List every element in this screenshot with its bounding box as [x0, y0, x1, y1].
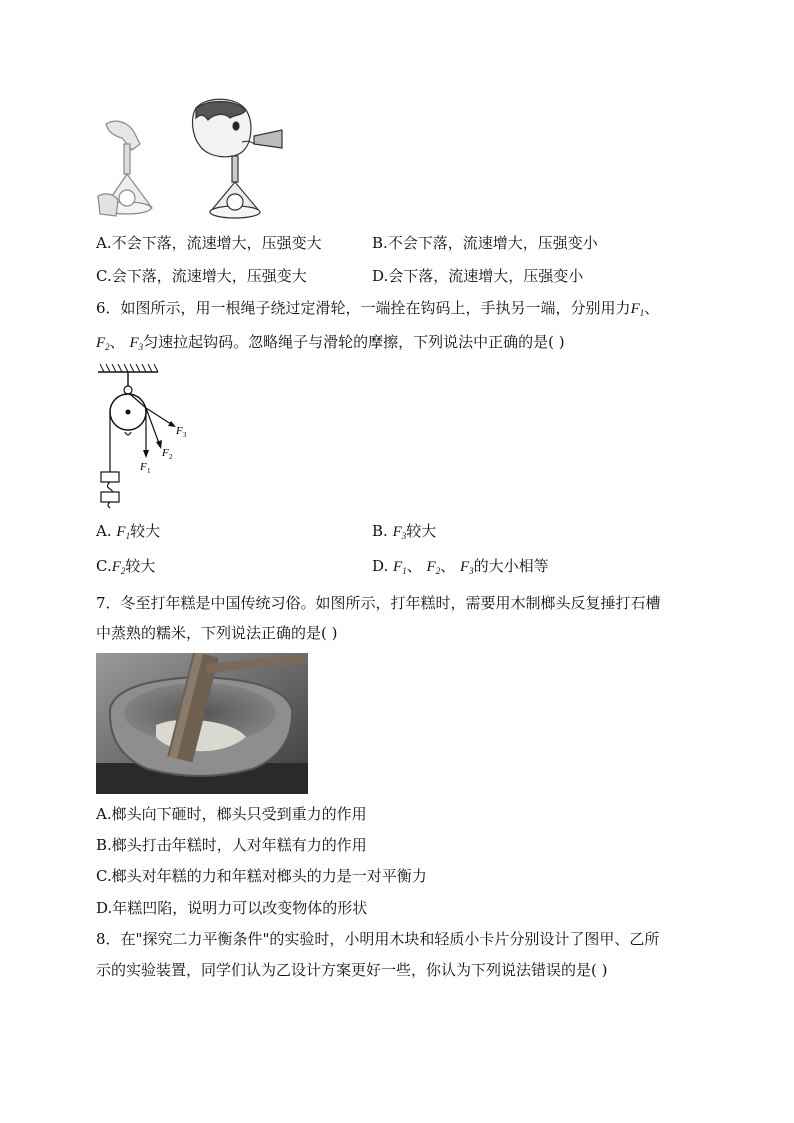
q6-stem-tail: 匀速拉起钩码。忽略绳子与滑轮的摩擦，下列说法中正确的是( ) [143, 333, 565, 351]
boy-blowing-drawing [193, 99, 282, 218]
q6-force-f2: $F_2$ [96, 335, 110, 352]
pulley-figure [96, 364, 206, 510]
svg-text:2: 2 [169, 453, 173, 461]
q7-stem-line2: 中蒸熟的糯米，下列说法正确的是( ) [96, 624, 338, 642]
q7-option-d: D.年糕凹陷，说明力可以改变物体的形状 [96, 899, 368, 917]
svg-text:1: 1 [147, 467, 151, 475]
q5-option-b: B.不会下落，流速增大，压强变小 [372, 234, 598, 252]
q5-option-d: D.会下落，流速增大，压强变小 [372, 267, 584, 285]
rice-cake-photo [96, 653, 308, 794]
f2-arrow [146, 408, 160, 446]
label-f3: F [176, 425, 183, 437]
ceiling-hatching [100, 364, 158, 372]
label-f2: F [162, 447, 169, 459]
q6-force-f1: $F_1$ [630, 301, 645, 318]
q7-option-c: C.榔头对年糕的力和年糕对榔头的力是一对平衡力 [96, 867, 427, 885]
label-f1: F [140, 461, 147, 473]
q8-stem-line1: 8．在"探究二力平衡条件"的实验时，小明用木块和轻质小卡片分别设计了图甲、乙所 [96, 930, 660, 948]
q7-option-a: A.榔头向下砸时，榔头只受到重力的作用 [96, 805, 367, 823]
q5-option-c: C.会下落，流速增大，压强变大 [96, 267, 307, 285]
q6-option-a: A. $F_1$较大 [96, 522, 161, 541]
q6-stem-line2: $F_2$、 $F_3$匀速拉起钩码。忽略绳子与滑轮的摩擦，下列说法中正确的是( ) [96, 333, 565, 352]
hook-weights [101, 468, 119, 508]
q6-option-b: B. $F_3$较大 [372, 522, 437, 541]
q6-force-f3: $F_3$ [129, 335, 144, 352]
q7-option-b: B.榔头打击年糕时，人对年糕有力的作用 [96, 836, 367, 854]
hand-funnel-drawing [98, 121, 152, 216]
q6-stem-line1: 6．如图所示，用一根绳子绕过定滑轮，一端拴在钩码上，手执另一端，分别用力$F_1$、 [96, 299, 660, 318]
q8-stem-line2: 示的实验装置，同学们认为乙设计方案更好一些，你认为下列说法错误的是( ) [96, 961, 608, 979]
q6-stem-text: 6．如图所示，用一根绳子绕过定滑轮，一端拴在钩码上，手执另一端，分别用力 [96, 299, 631, 317]
funnel-experiment-figure [96, 96, 306, 222]
q7-stem-line1: 7．冬至打年糕是中国传统习俗。如图所示，打年糕时，需要用木制榔头反复捶打石槽 [96, 594, 661, 612]
q5-option-a: A.不会下落，流速增大，压强变大 [96, 234, 322, 252]
q6-option-c: $C.F_2$较大 [96, 557, 156, 576]
q6-option-d: D. $F_1$、 $F_2$、 $F_3$的大小相等 [372, 557, 549, 576]
svg-text:3: 3 [183, 431, 187, 439]
